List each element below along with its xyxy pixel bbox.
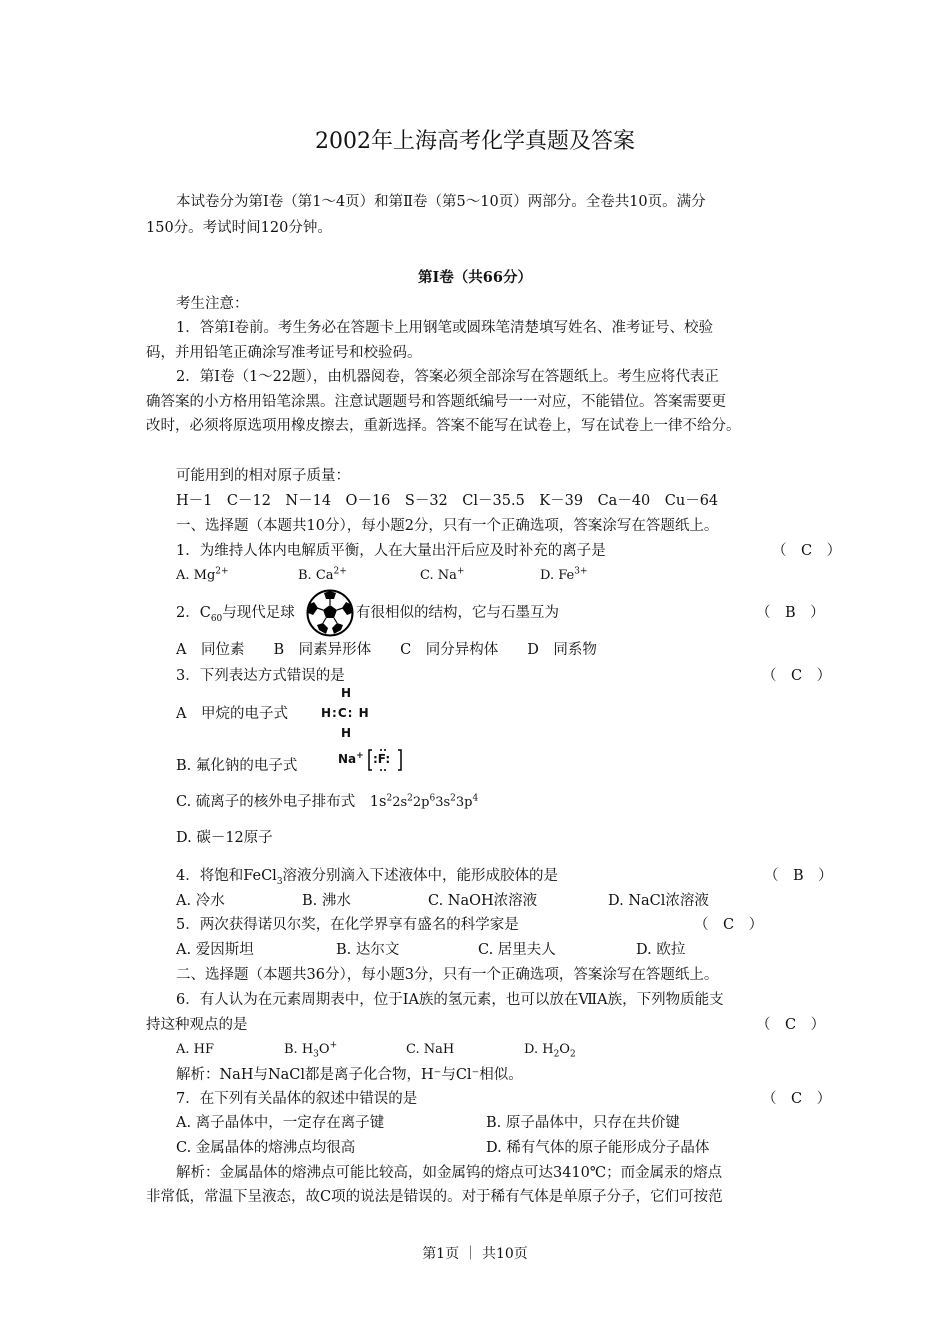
intro-line-1: 本试卷分为第Ⅰ卷（第1～4页）和第Ⅱ卷（第5～10页）两部分。全卷共10页。满分 [176, 194, 706, 210]
q6-option-b: B. $H_3O^+$ [284, 1040, 338, 1060]
methane-h-bottom: H [341, 726, 352, 740]
intro-line-2: 150分。考试时间120分钟。 [146, 220, 332, 236]
q6-explanation: 解析：NaH与NaCl都是离子化合物，H⁻与Cl⁻相似。 [176, 1067, 523, 1083]
q1-option-a: A. $Mg^{2+}$ [176, 566, 229, 583]
q5-stem: 5．两次获得诺贝尔奖，在化学界享有盛名的科学家是 [176, 917, 519, 933]
part-1-header: 一、选择题（本题共10分），每小题2分，只有一个正确选项，答案涂写在答题纸上。 [176, 518, 719, 534]
q7-explanation-line2: 非常低，常温下呈液态，故C项的说法是错误的。对于稀有气体是单原子分子，它们可按范 [146, 1189, 723, 1205]
q3-option-c: C. 硫离子的核外电子排布式 $1s^22s^22p^63s^23p^4$ [176, 793, 479, 810]
q7-option-c: C. 金属晶体的熔沸点均很高 [176, 1140, 356, 1156]
q7-answer: （ C ） [762, 1091, 832, 1107]
notice-p2-line3: 改时，必须将原选项用橡皮擦去，重新选择。答案不能写在试卷上，写在试卷上一律不给分。 [146, 418, 741, 434]
q2-stem-b: 有很相似的结构，它与石墨互为 [356, 605, 559, 621]
q5-option-c: C. 居里夫人 [478, 942, 556, 958]
q7-option-a: A. 离子晶体中，一定存在离子键 [176, 1115, 385, 1131]
q1-answer: （ C ） [772, 543, 842, 559]
q5-option-b: B. 达尔文 [336, 942, 400, 958]
q4-answer: （ B ） [764, 868, 833, 884]
q4-option-d: D. NaCl浓溶液 [608, 893, 709, 909]
part-2-header: 二、选择题（本题共36分），每小题3分，只有一个正确选项，答案涂写在答题纸上。 [176, 967, 719, 983]
notice-p2-line1: 2．第Ⅰ卷（1～22题），由机器阅卷，答案必须全部涂写在答题纸上。考生应将代表正 [176, 369, 719, 385]
q6-answer: （ C ） [756, 1017, 826, 1033]
notice-p2-line2: 确答案的小方格用铅笔涂黑。注意试题题号和答题纸编号一一对应，不能错位。答案需要更 [146, 394, 726, 410]
q5-answer: （ C ） [694, 917, 764, 933]
q1-option-b: B. $Ca^{2+}$ [298, 566, 347, 583]
q7-stem: 7．在下列有关晶体的叙述中错误的是 [176, 1091, 418, 1107]
page-title: 2002年上海高考化学真题及答案 [315, 129, 635, 154]
q3-option-b: B. 氟化钠的电子式 [176, 758, 298, 774]
methane-h-top: H [341, 686, 352, 700]
q4-option-b: B. 沸水 [302, 893, 351, 909]
atomic-mass-values: H－1 C－12 N－14 O－16 S－32 Cl－35.5 K－39 Ca－40 Cu－64 [176, 493, 719, 509]
soccer-ball-icon [306, 589, 354, 637]
q4-stem: 4．将饱和FeCl$_3$溶液分别滴入下述液体中，能形成胶体的是 [176, 868, 559, 887]
q2-stem-a: 2．$C_{60}$与现代足球 [176, 605, 295, 624]
q7-option-b: B. 原子晶体中，只存在共价键 [486, 1115, 680, 1131]
methane-center: H:C: H [321, 706, 370, 720]
q2-options: A 同位素 B 同素异形体 C 同分异构体 D 同系物 [176, 642, 597, 658]
atomic-mass-label: 可能用到的相对原子质量： [176, 468, 350, 484]
q3-option-d: D. 碳－12原子 [176, 830, 273, 846]
q4-option-c: C. NaOH浓溶液 [428, 893, 538, 909]
q3-option-a: A 甲烷的电子式 [176, 706, 288, 722]
notice-p1-line1: 1．答第Ⅰ卷前。考生务必在答题卡上用钢笔或圆珠笔清楚填写姓名、准考证号、校验 [176, 320, 713, 336]
naf-fluorine: :F: [373, 752, 391, 766]
q4-option-a: A. 冷水 [176, 893, 225, 909]
page-footer: 第1页 ｜ 共10页 [422, 1246, 528, 1262]
q7-explanation-line1: 解析：金属晶体的熔沸点可能比较高，如金属钨的熔点可达3410℃；而金属汞的熔点 [176, 1165, 723, 1181]
q6-option-c: C. NaH [406, 1042, 455, 1057]
q6-option-d: D. $H_2O_2$ [524, 1042, 576, 1060]
q1-option-c: C. Na+ [420, 566, 465, 583]
q5-option-a: A. 爱因斯坦 [176, 942, 254, 958]
q1-option-d: D. $Fe^{3+}$ [540, 566, 588, 583]
q3-answer: （ C ） [762, 668, 832, 684]
q7-option-d: D. 稀有气体的原子能形成分子晶体 [486, 1140, 710, 1156]
q6-option-a: A. HF [176, 1042, 215, 1057]
q6-stem-line2: 持这种观点的是 [146, 1017, 248, 1033]
q2-answer: （ B ） [756, 605, 825, 621]
notice-p1-line2: 码，并用铅笔正确涂写准考证号和校验码。 [146, 345, 422, 361]
naf-sodium: Na+ [338, 751, 364, 766]
q6-stem-line1: 6．有人认为在元素周期表中，位于ⅠA族的氢元素，也可以放在ⅦA族，下列物质能支 [176, 992, 724, 1008]
q1-stem: 1．为维持人体内电解质平衡，人在大量出汗后应及时补充的离子是 [176, 543, 606, 559]
notice-label: 考生注意： [176, 296, 249, 312]
q5-option-d: D. 欧拉 [636, 942, 686, 958]
q3-stem: 3．下列表达方式错误的是 [176, 668, 345, 684]
section-1-title: 第Ⅰ卷（共66分） [418, 269, 532, 286]
